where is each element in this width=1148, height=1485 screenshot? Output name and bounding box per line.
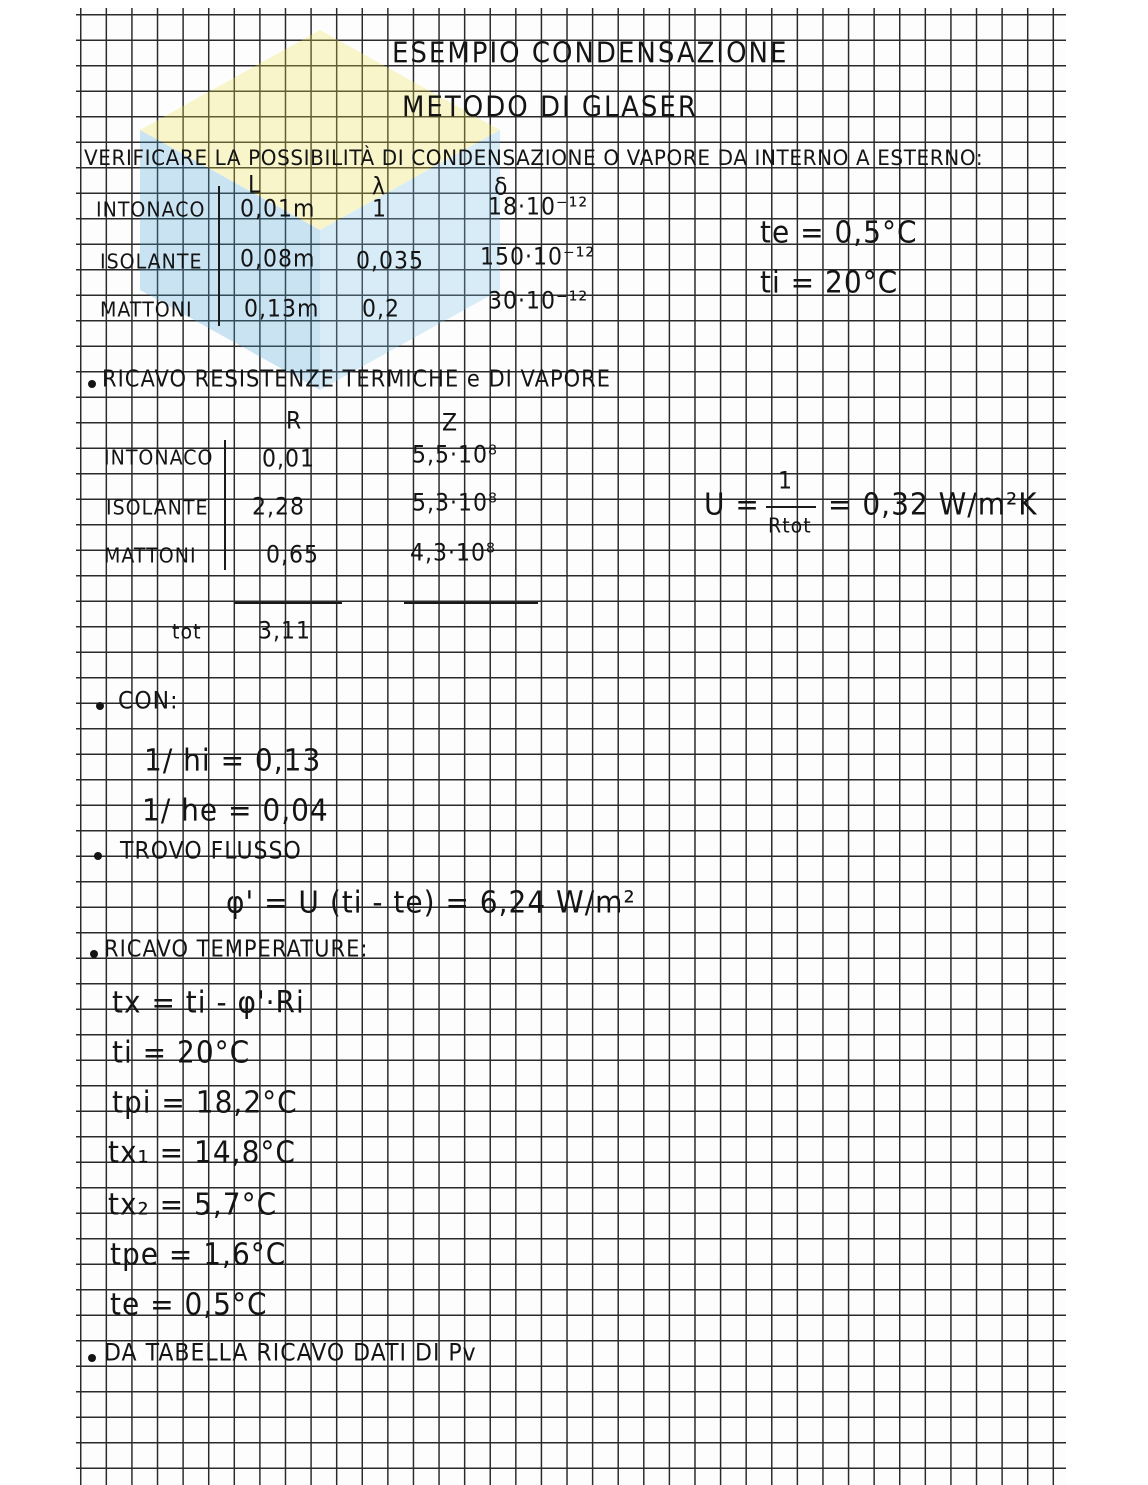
resistance-row-r: 2,28 (252, 494, 305, 522)
sum-line-r (234, 602, 342, 604)
material-thickness: 0,13m (244, 296, 320, 324)
transmittance-result: = 0,32 W/m²K (828, 486, 1038, 523)
header-r: R (286, 408, 303, 436)
resistances-divider (224, 440, 226, 570)
resistance-row-r: 0,65 (266, 542, 319, 570)
material-name: INTONACO (96, 198, 206, 223)
sum-line-z (404, 602, 538, 604)
resistance-row-name: INTONACO (104, 446, 214, 471)
header-z: Z (442, 410, 459, 438)
header-thickness: L (248, 172, 262, 200)
temperature-line: tx₂ = 5,7°C (108, 1186, 278, 1223)
temperature-line: tpi = 18,2°C (112, 1084, 298, 1121)
temperature-line: ti = 20°C (112, 1034, 251, 1071)
title-line-2: METODO DI GLASER (402, 91, 698, 125)
resistance-row-name: MATTONI (104, 544, 197, 569)
bullet (96, 702, 104, 710)
material-thickness: 0,08m (240, 246, 316, 274)
header-delta: δ (494, 174, 509, 202)
total-resistance: 3,11 (258, 618, 311, 646)
bullet (88, 1354, 96, 1362)
resistance-row-z: 5,5·10⁸ (412, 442, 498, 470)
material-thickness: 0,01m (240, 196, 316, 224)
flux-heading: TROVO FLUSSO (120, 838, 302, 866)
total-label: tot (172, 620, 202, 645)
temperature-line: te = 0,5°C (110, 1286, 268, 1323)
material-delta: 18·10⁻¹² (488, 194, 589, 222)
final-note: DA TABELLA RICAVO DATI DI Pv (104, 1340, 477, 1368)
material-lambda: 0,035 (356, 248, 424, 276)
bullet (90, 950, 98, 958)
task-statement: VERIFICARE LA POSSIBILITÀ DI CONDENSAZIONE O VAPORE DA INTERNO A ESTERNO: (84, 144, 984, 171)
title-line-1: ESEMPIO CONDENSAZIONE (392, 37, 789, 71)
fraction-bar (766, 506, 816, 508)
header-lambda: λ (372, 174, 387, 202)
transmittance-lhs: U = (704, 486, 760, 523)
flux-formula: φ' = U (ti - te) = 6,24 W/m² (226, 884, 636, 921)
material-lambda: 1 (372, 196, 387, 224)
resistance-row-r: 0,01 (262, 446, 315, 474)
material-delta: 150·10⁻¹² (480, 244, 596, 272)
resistance-row-z: 4,3·10⁸ (410, 540, 496, 568)
transmittance-numerator: 1 (778, 468, 793, 496)
internal-temperature: ti = 20°C (760, 264, 899, 301)
bullet (88, 380, 96, 388)
material-delta: 30·10⁻¹² (488, 288, 589, 316)
materials-divider (218, 186, 220, 326)
resistance-row-name: ISOLANTE (106, 496, 209, 521)
resistances-heading: RICAVO RESISTENZE TERMICHE e DI VAPORE (102, 366, 611, 393)
bullet (94, 852, 102, 860)
external-coefficient: 1/ he = 0,04 (142, 792, 329, 829)
material-lambda: 0,2 (362, 296, 400, 324)
material-name: MATTONI (100, 298, 193, 323)
transmittance-denominator: Rtot (768, 514, 812, 539)
temperature-line: tx₁ = 14,8°C (108, 1134, 296, 1171)
external-temperature: te = 0,5°C (760, 214, 918, 251)
temperatures-heading: RICAVO TEMPERATURE: (104, 936, 369, 963)
resistance-row-z: 5,3·10⁸ (412, 490, 498, 518)
material-name: ISOLANTE (100, 250, 203, 275)
temperature-line: tpe = 1,6°C (110, 1236, 287, 1273)
internal-coefficient: 1/ hi = 0,13 (144, 742, 322, 779)
temperature-line: tx = ti - φ'·Ri (112, 984, 305, 1021)
coefficients-heading: CON: (118, 688, 179, 716)
